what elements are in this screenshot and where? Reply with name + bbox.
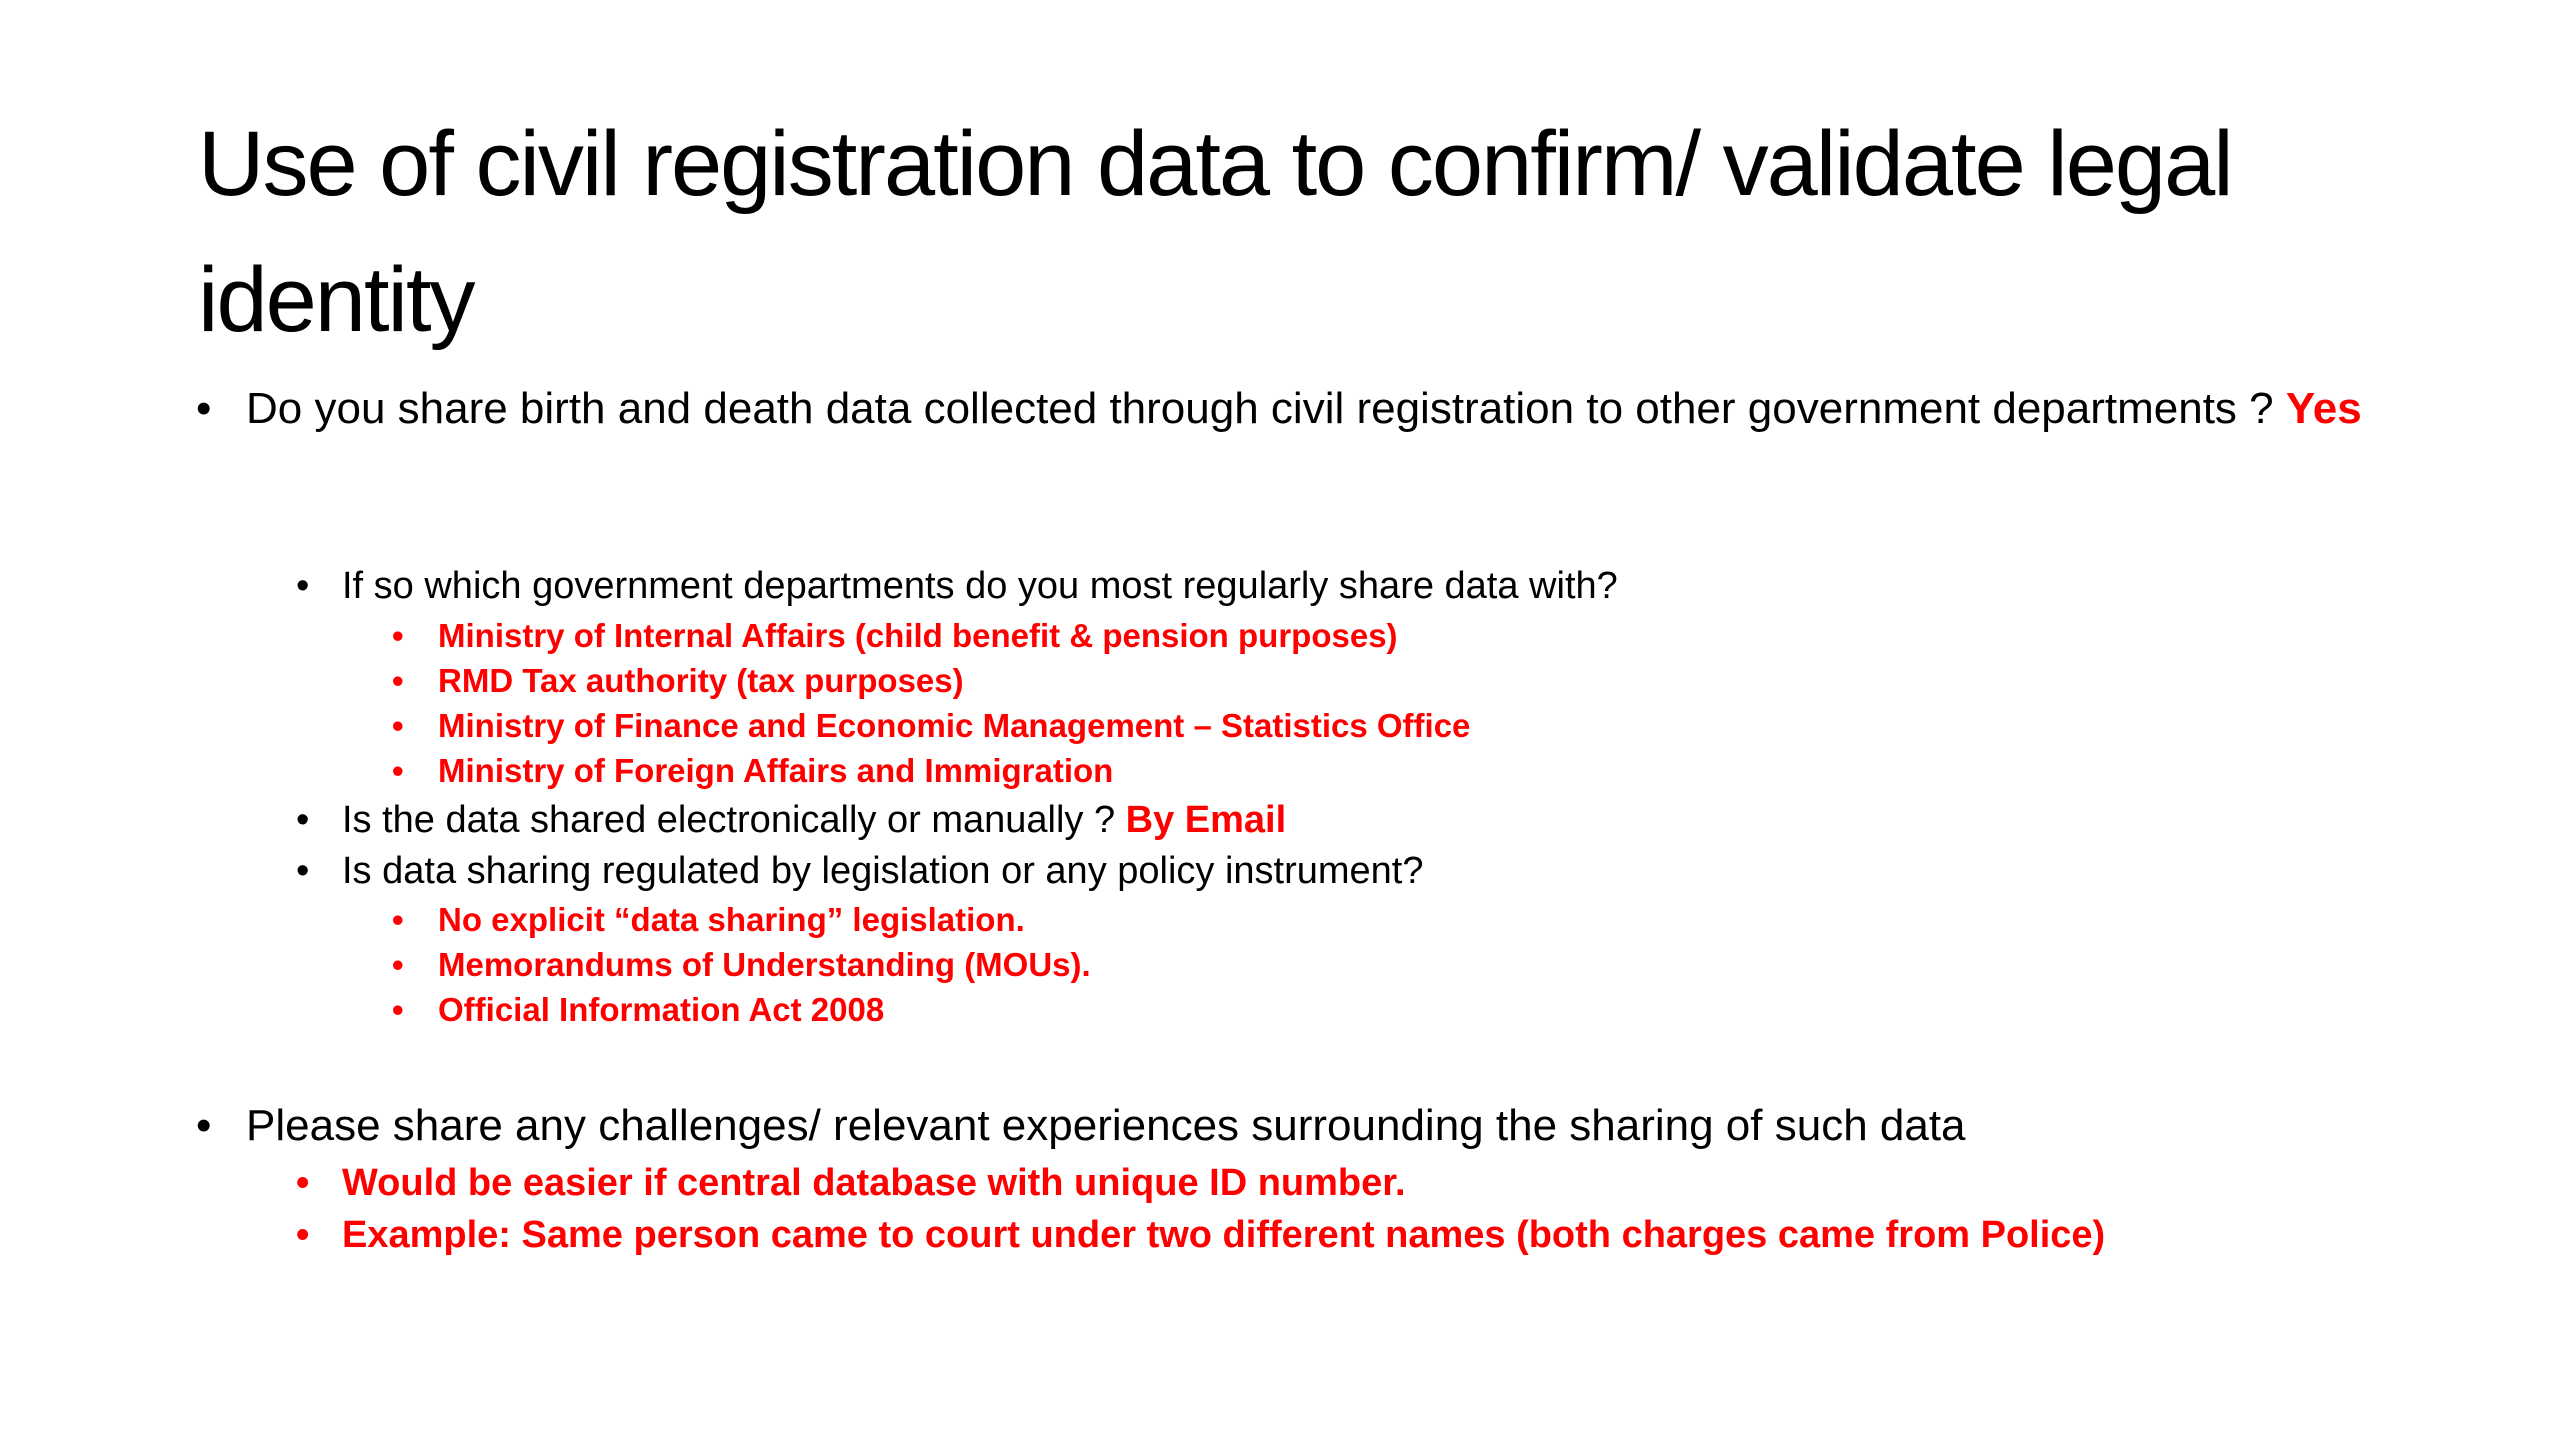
answer-text: Ministry of Internal Affairs (child benefit & pension purposes)	[438, 617, 1398, 654]
bullet-dot: •	[392, 991, 404, 1028]
bullet-dot: •	[296, 1214, 310, 1256]
answer-text: No explicit “data sharing” legislation.	[438, 901, 1025, 938]
bullet-dot: •	[296, 850, 310, 892]
bullet-dot: •	[392, 752, 404, 789]
list-item-department	[392, 704, 1471, 748]
list-item-regulation	[392, 943, 1091, 987]
list-item-department	[392, 614, 1398, 658]
bullet-question-challenges	[196, 1098, 1966, 1154]
answer-text: Ministry of Foreign Affairs and Immigration	[438, 752, 1114, 789]
list-item-regulation	[392, 898, 1025, 942]
answer-yes: Yes	[2285, 384, 2362, 433]
answer-text: Memorandums of Understanding (MOUs).	[438, 946, 1091, 983]
question-text: Do you share birth and death data collected through civil registration to other government departments ?	[246, 384, 2274, 433]
bullet-question-method	[296, 796, 1287, 844]
slide-title: Use of civil registration data to confirm/ validate legal identity	[198, 113, 2232, 351]
bullet-dot: •	[296, 565, 310, 607]
list-item-challenge	[296, 1210, 2106, 1260]
bullet-dot: •	[392, 662, 404, 699]
bullet-dot: •	[196, 1101, 212, 1150]
list-item-department	[392, 659, 964, 703]
bullet-question-departments	[296, 562, 1618, 610]
question-text: If so which government departments do you most regularly share data with?	[342, 565, 1618, 607]
bullet-dot: •	[296, 1162, 310, 1204]
bullet-dot: •	[196, 384, 212, 433]
question-text: Is data sharing regulated by legislation or any policy instrument?	[342, 850, 1424, 892]
bullet-dot: •	[392, 946, 404, 983]
bullet-dot: •	[392, 617, 404, 654]
answer-by-email: By Email	[1125, 799, 1287, 841]
answer-text: Ministry of Finance and Economic Management – Statistics Office	[438, 707, 1471, 744]
list-item-challenge	[296, 1158, 1406, 1208]
bullet-dot: •	[392, 901, 404, 938]
bullet-dot: •	[392, 707, 404, 744]
bullet-dot: •	[296, 799, 310, 841]
question-text: Please share any challenges/ relevant experiences surrounding the sharing of such data	[246, 1101, 1966, 1150]
answer-text: RMD Tax authority (tax purposes)	[438, 662, 964, 699]
bullet-question-share-data	[196, 384, 2386, 433]
list-item-regulation	[392, 988, 885, 1032]
answer-text: Example: Same person came to court under two different names (both charges came from Police)	[342, 1214, 2106, 1256]
answer-text: Would be easier if central database with unique ID number.	[342, 1162, 1406, 1204]
list-item-department	[392, 749, 1114, 793]
bullet-question-regulation	[296, 847, 1424, 895]
answer-text: Official Information Act 2008	[438, 991, 885, 1028]
question-text: Is the data shared electronically or manually ?	[342, 799, 1116, 841]
